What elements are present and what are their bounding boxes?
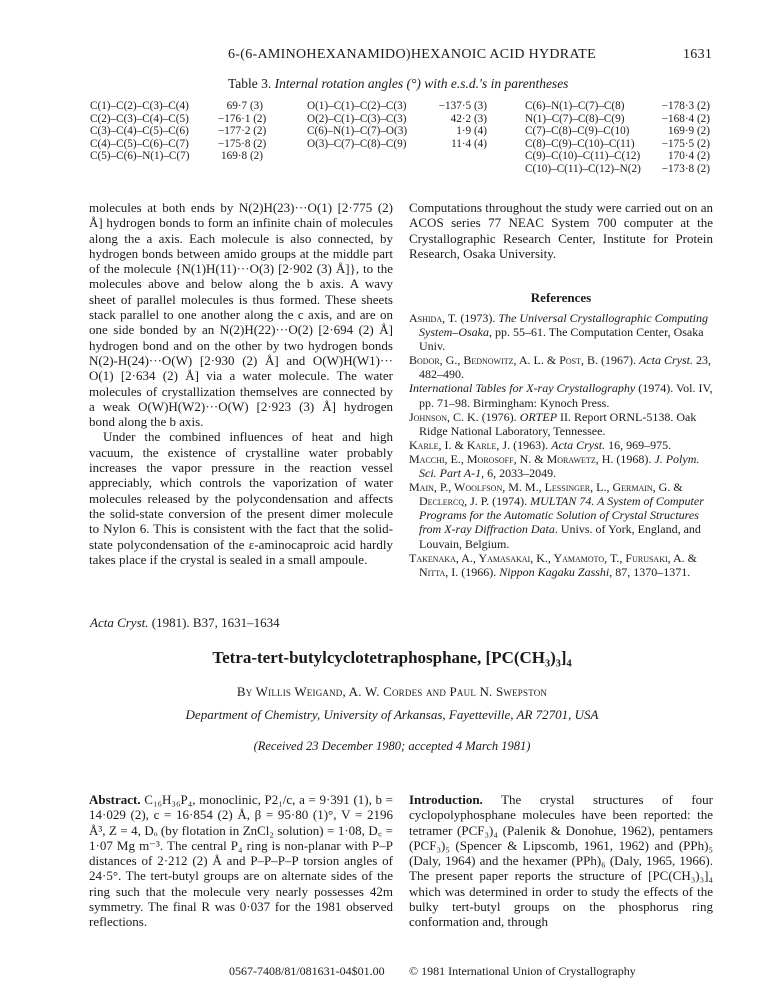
reference-source: Acta Cryst.: [639, 353, 694, 368]
torsion-row: [525, 100, 710, 113]
paragraph-polycondensation: Under the combined influences of heat and high vacuum, the existence of crystalline water probably increases the vapor pressure in the reaction vessel appreciably, which controls the vaporization of water molecules released by the polycondensation and affects the solid-state conversion of the present dimer molecule to Nylon 6. This is consistent with the fact that the solid-state polycondensation of the ε-aminocaproic acid hardly takes place if the crystal is sealed in a small ampoule.: [89, 429, 393, 567]
torsion-row: [90, 112, 267, 126]
torsion-row: [307, 100, 487, 113]
torsion-label: C(4)–C(5)–C(6)–C(7): [90, 137, 189, 150]
torsion-value: 1·9 (4): [456, 125, 487, 138]
torsion-label: N(1)–C(7)–C(8)–C(9): [525, 112, 625, 125]
reference-item: [409, 480, 713, 550]
torsion-row: [525, 138, 710, 151]
torsion-value: −168·4 (2): [661, 112, 710, 125]
reference-details: 16, 969–975.: [605, 437, 672, 452]
torsion-row: [90, 150, 263, 163]
reference-source: International Tables for X-ray Crystallography: [409, 381, 636, 396]
reference-source: MULTAN 74. A System of Computer Programs for the Automatic Solution of Crystal Structures from X-ray Diffraction Data: [419, 494, 704, 537]
torsion-label: C(3)–C(4)–C(5)–C(6): [90, 125, 189, 138]
reference-details: (1974). Vol. IV, pp. 71–98. Birmingham: Kynoch Press.: [419, 381, 713, 410]
citation-details: (1981). B37, 1631–1634: [148, 615, 280, 630]
torsion-value: −137·5 (3): [438, 100, 487, 112]
reference-source: Acta Cryst.: [551, 437, 606, 452]
reference-authors: Macchi, E., Morosoff, N. & Morawetz, H.: [409, 451, 614, 466]
paragraph-hydrogen-bonds: molecules at both ends by N(2)H(23)···O(1) [2·775 (2) Å] hydrogen bonds to form an infinite chain of molecules along the a axis. Each molecule is also connected, by hydrogen bonds between amido groups at the middle part of the molecule {N(1)H(11)···O(3) [2·902 (3) Å]}, to the molecules above and below along the b axis. A wavy sheet of parallel molecules is thus formed. These sheets stack parallel to one another along the c axis, and are on one side bonded by an N(2)H(22)···O(2) [2·694 (2) Å] hydrogen bond and on the other by two hydrogen bonds N(2)-H(24)···O(W) [2·930 (2) Å] and O(W)H(W1)··· O(1) [2·634 (2) Å] via a water molecule. The water molecules of crystallization themselves are connected by a weak O(W)H(W2)···O(W) [2·923 (3) Å] hydrogen bond along the b axis.: [89, 200, 393, 430]
torsion-column-3: [525, 100, 710, 176]
reference-authors: Bodor, G., Bednowitz, A. L. & Post, B.: [409, 353, 599, 368]
torsion-value: 42·2 (3): [450, 112, 487, 125]
torsion-row: [90, 100, 263, 113]
reference-year: (1974).: [489, 494, 531, 509]
reference-item: [409, 452, 713, 480]
torsion-label: C(2)–C(3)–C(4)–C(5): [90, 112, 189, 125]
reference-details: , pp. 55–61. The Computation Center, Osaka Univ.: [419, 325, 704, 354]
running-title: 6-(6-AMINOHEXANAMIDO)HEXANOIC ACID HYDRATE: [228, 47, 597, 62]
reference-year: (1963).: [510, 437, 552, 452]
torsion-value: −178·3 (2): [661, 100, 710, 112]
torsion-value: −176·1 (2): [218, 112, 267, 125]
torsion-row: [525, 113, 710, 126]
introduction-text: The crystal structures of four cyclopolyphosphane molecules have been reported: the tetramer (PCF₃)₄ (Palenik & Donohue, 1962), pentamers (PCF₃)₅ (Spencer & Lipscomb, 1961, 1962) and (PPh)₅ (Daly, 1964) and the hexamer (PPh)₆ (Daly, 1965, 1966). The present paper reports the structure of [PC(CH₃)₃]₄ which was determined in order to study the effects of the bulky tert-butyl groups on the phosphorus ring conformation and, through: [409, 792, 713, 930]
reference-item: [409, 381, 713, 409]
paper-title: Tetra-tert-butylcyclotetraphosphane, [PC(CH₃)₃]₄: [212, 648, 572, 667]
reference-item: [409, 410, 713, 438]
torsion-value: 169·9 (2): [668, 125, 710, 138]
torsion-column-1: [90, 100, 267, 163]
torsion-label: C(6)–N(1)–C(7)–C(8): [525, 100, 625, 112]
reference-item: [409, 311, 713, 353]
article-code: 0567-7408/81/081631-04$01.00: [229, 964, 385, 978]
abstract-label: Abstract.: [89, 792, 141, 807]
reference-details: , 87, 1370–1371.: [609, 564, 691, 579]
torsion-value: 11·4 (4): [451, 137, 487, 150]
torsion-label: C(7)–C(8)–C(9)–C(10): [525, 125, 630, 138]
affiliation: Department of Chemistry, University of Arkansas, Fayetteville, AR 72701, USA: [185, 707, 599, 722]
reference-authors: Main, P., Woolfson, M. M., Lessinger, L., Germain, G. & Declercq, J. P.: [409, 480, 683, 509]
received-dates: (Received 23 December 1980; accepted 4 March 1981): [253, 739, 531, 753]
article-citation: [90, 615, 280, 631]
left-text-column: [89, 200, 393, 567]
torsion-label: C(8)–C(9)–C(10)–C(11): [525, 137, 635, 150]
torsion-value: 170·4 (2): [668, 150, 710, 163]
torsion-row: [525, 125, 710, 138]
torsion-label: C(5)–C(6)–N(1)–C(7): [90, 150, 190, 163]
torsion-value: −175·5 (2): [661, 137, 710, 150]
torsion-label: O(3)–C(7)–C(8)–C(9): [307, 137, 407, 150]
author-list: By Willis Weigand, A. W. Cordes and Paul N. Swepston: [236, 684, 548, 699]
references-heading: References: [530, 290, 592, 305]
torsion-row: [307, 138, 487, 151]
reference-authors: Karle, I. & Karle, J.: [409, 437, 511, 452]
torsion-value: −173·8 (2): [661, 162, 710, 175]
reference-source: J. Polym. Sci. Part A-1: [419, 451, 700, 481]
paragraph-computations: Computations throughout the study were carried out on an ACOS series 77 NEAC System 700 computer at the Crystallographic Research Center, Institute for Protein Research, Osaka University.: [409, 200, 713, 261]
abstract-text: C₁₆H₃₆P₄, monoclinic, P2₁/c, a = 9·391 (1), b = 14·029 (2), c = 16·854 (2) Å, β = 95·80 (1)°, V = 2196 Å³, Z = 4, Dₒ (by flotation in ZnCl₂ solution) = 1·08, D꜀ = 1·07 Mg m⁻³. The central P₄ ring is non-planar with P–P distances of 2·212 (2) Å and P–P–P–P torsion angles of 24·5°. The tert-butyl groups are on alternate sides of the ring such that the molecule very nearly possesses 42m symmetry. The final R was 0·037 for the 1981 observed reflections.: [89, 792, 393, 930]
torsion-row: [525, 163, 710, 176]
reference-year: (1968).: [613, 451, 655, 466]
introduction: [409, 792, 713, 930]
reference-authors: Ashida, T.: [409, 311, 458, 325]
table-caption-text: Internal rotation angles (°) with e.s.d.'s in parentheses: [274, 76, 569, 91]
reference-details: II. Report ORNL-5138. Oak Ridge National Laboratory, Tennessee.: [419, 409, 697, 438]
torsion-label: O(1)–C(1)–C(2)–C(3): [307, 100, 407, 112]
table-caption: [228, 76, 568, 92]
torsion-row: [307, 113, 487, 126]
torsion-row: [90, 125, 267, 138]
torsion-label: C(9)–C(10)–C(11)–C(12): [525, 150, 641, 163]
reference-source: Nippon Kagaku Zasshi: [499, 564, 610, 579]
reference-year: (1966).: [458, 564, 500, 579]
torsion-column-2: [307, 100, 487, 150]
reference-details: , 6, 2033–2049.: [481, 466, 557, 481]
torsion-label: O(2)–C(1)–C(3)–C(3): [307, 112, 407, 125]
reference-source: The Universal Crystallographic Computing System–Osaka: [419, 311, 709, 340]
reference-year: (1973).: [457, 311, 499, 325]
introduction-label: Introduction.: [409, 792, 483, 807]
abstract: [89, 792, 393, 930]
reference-year: (1976).: [478, 409, 520, 424]
reference-details: 23, 482–490.: [419, 353, 712, 382]
torsion-row: [525, 150, 710, 163]
page-number: 1631: [683, 47, 713, 62]
reference-source: ORTEP: [519, 409, 558, 424]
reference-authors: Takenaka, A., Yamasakai, K., Yamamoto, T., Furusaki, A. & Nitta, I.: [409, 550, 697, 579]
reference-item: [409, 353, 713, 381]
torsion-value: −177·2 (2): [218, 125, 267, 138]
table-caption-label: Table 3.: [228, 76, 272, 91]
references-list: [409, 311, 713, 579]
citation-journal: Acta Cryst.: [90, 615, 149, 630]
torsion-label: C(10)–C(11)–C(12)–N(2): [525, 162, 641, 175]
torsion-row: [90, 137, 267, 151]
right-text-column: [409, 200, 713, 261]
torsion-value: 169·8 (2): [221, 150, 263, 163]
torsion-label: C(6)–N(1)–C(7)–O(3): [307, 125, 408, 138]
reference-item: [409, 438, 713, 452]
copyright: © 1981 International Union of Crystallography: [409, 964, 636, 978]
torsion-value: −175·8 (2): [218, 137, 267, 150]
reference-authors: Johnson, C. K.: [409, 409, 479, 424]
reference-year: (1967).: [598, 353, 640, 368]
torsion-value: 69·7 (3): [226, 100, 263, 112]
reference-item: [409, 551, 713, 579]
reference-details: . Univs. of York, England, and Louvain, Belgium.: [419, 522, 701, 551]
torsion-label: C(1)–C(2)–C(3)–C(4): [90, 100, 189, 112]
torsion-row: [307, 125, 487, 138]
